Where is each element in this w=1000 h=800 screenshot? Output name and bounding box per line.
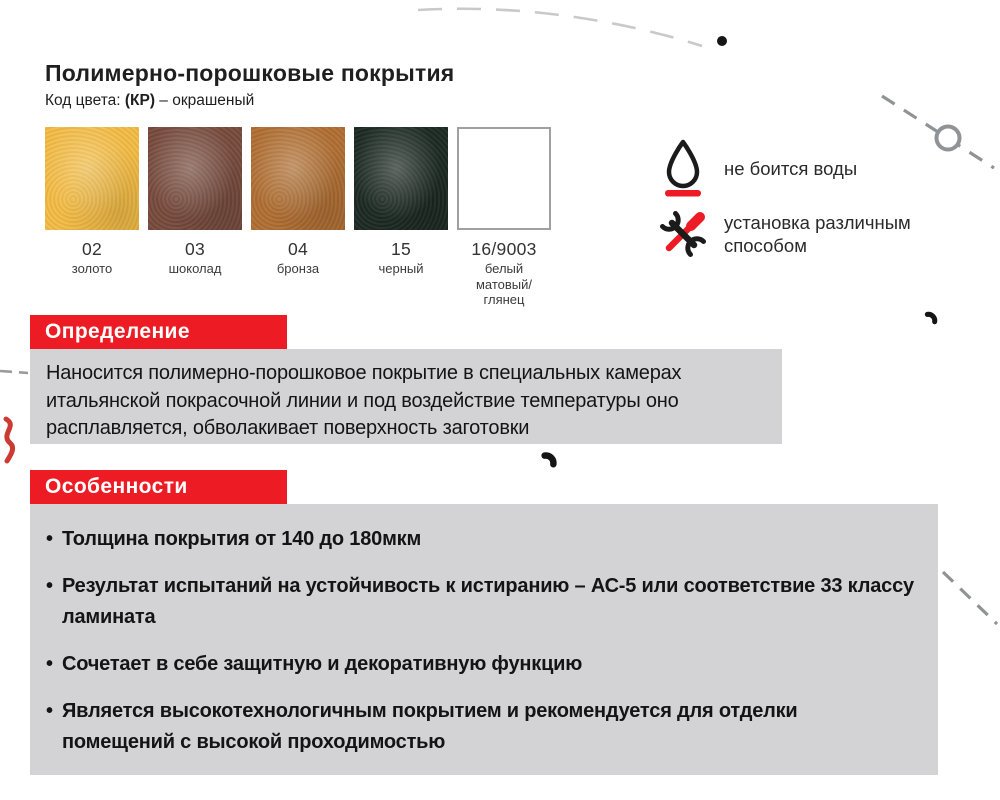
benefits-list <box>659 138 989 270</box>
color-code-subtitle <box>45 92 254 110</box>
swatch-black <box>354 127 448 307</box>
comma-decoration <box>536 448 562 474</box>
color-swatch-row <box>45 127 551 307</box>
swatch-name: белый <box>484 261 524 276</box>
swatch-bronze <box>251 127 345 307</box>
swatch-name: бронза <box>276 261 320 276</box>
benefit-water <box>659 138 989 198</box>
swatch-bronze-tile <box>251 127 345 230</box>
swatch-white <box>457 127 551 307</box>
swatch-code: 04 <box>287 239 309 259</box>
definition-panel <box>30 349 782 444</box>
swatch-name: золото <box>71 261 113 276</box>
swatch-texture <box>251 127 345 230</box>
page-title: Полимерно-порошковые покрытия <box>45 60 455 86</box>
swatch-name: шоколад <box>168 261 222 276</box>
section-heading-label: Определение <box>45 320 190 343</box>
swatch-texture <box>459 129 549 228</box>
swatch-chocolate <box>148 127 242 307</box>
swatch-texture <box>148 127 242 230</box>
section-heading-features <box>30 470 287 504</box>
feature-bullet: • Является высокотехнологичным покрытием и рекомендуется для отделки помещений с высокой проходимостью <box>44 696 914 758</box>
swatch-name: черный <box>378 261 424 276</box>
swatch-code: 02 <box>81 239 103 259</box>
swatch-code: 15 <box>390 239 412 259</box>
features-panel <box>30 504 938 775</box>
ring-decoration <box>717 36 727 46</box>
tools-icon <box>659 210 707 258</box>
swatch-code: 16/9003 <box>471 239 537 259</box>
dashed-line-decoration <box>933 562 1000 632</box>
dashed-line-decoration <box>0 363 30 379</box>
swatch-texture <box>354 127 448 230</box>
swatch-white-tile <box>457 127 551 230</box>
subtitle-code: (КР) <box>124 92 155 109</box>
swatch-code: 03 <box>184 239 206 259</box>
swatch-gold <box>45 127 139 307</box>
benefit-label: установка различным способом <box>724 212 911 256</box>
swatch-texture <box>45 127 139 230</box>
feature-bullet: • Результат испытаний на устойчивость к истиранию – АС-5 или соответствие 33 классу ламината <box>44 571 914 633</box>
benefit-installation <box>659 210 989 258</box>
water-drop-icon <box>659 138 707 198</box>
red-squiggle-decoration <box>0 415 28 465</box>
swatch-chocolate-tile <box>148 127 242 230</box>
dashed-curve-decoration <box>410 0 710 52</box>
definition-text: Наносится полимерно-порошковое покрытие в специальных камерах итальянской покрасочной линии и под воздействие температуры оно расплавляется, обволакивает поверхность заготовки <box>46 362 682 439</box>
swatch-name-2: матовый/глянец <box>475 277 533 307</box>
section-heading-definition <box>30 315 287 349</box>
features-bullet-list <box>44 524 914 758</box>
feature-bullet: • Сочетает в себе защитную и декоративную функцию <box>44 649 914 680</box>
feature-bullet: • Толщина покрытия от 140 до 180мкм <box>44 524 914 555</box>
subtitle-prefix: Код цвета: <box>45 92 125 109</box>
section-heading-label: Особенности <box>45 475 188 498</box>
swatch-black-tile <box>354 127 448 230</box>
benefit-label: не боится воды <box>724 157 858 179</box>
comma-decoration <box>920 308 942 330</box>
subtitle-suffix: – окрашеный <box>155 92 255 109</box>
swatch-gold-tile <box>45 127 139 230</box>
